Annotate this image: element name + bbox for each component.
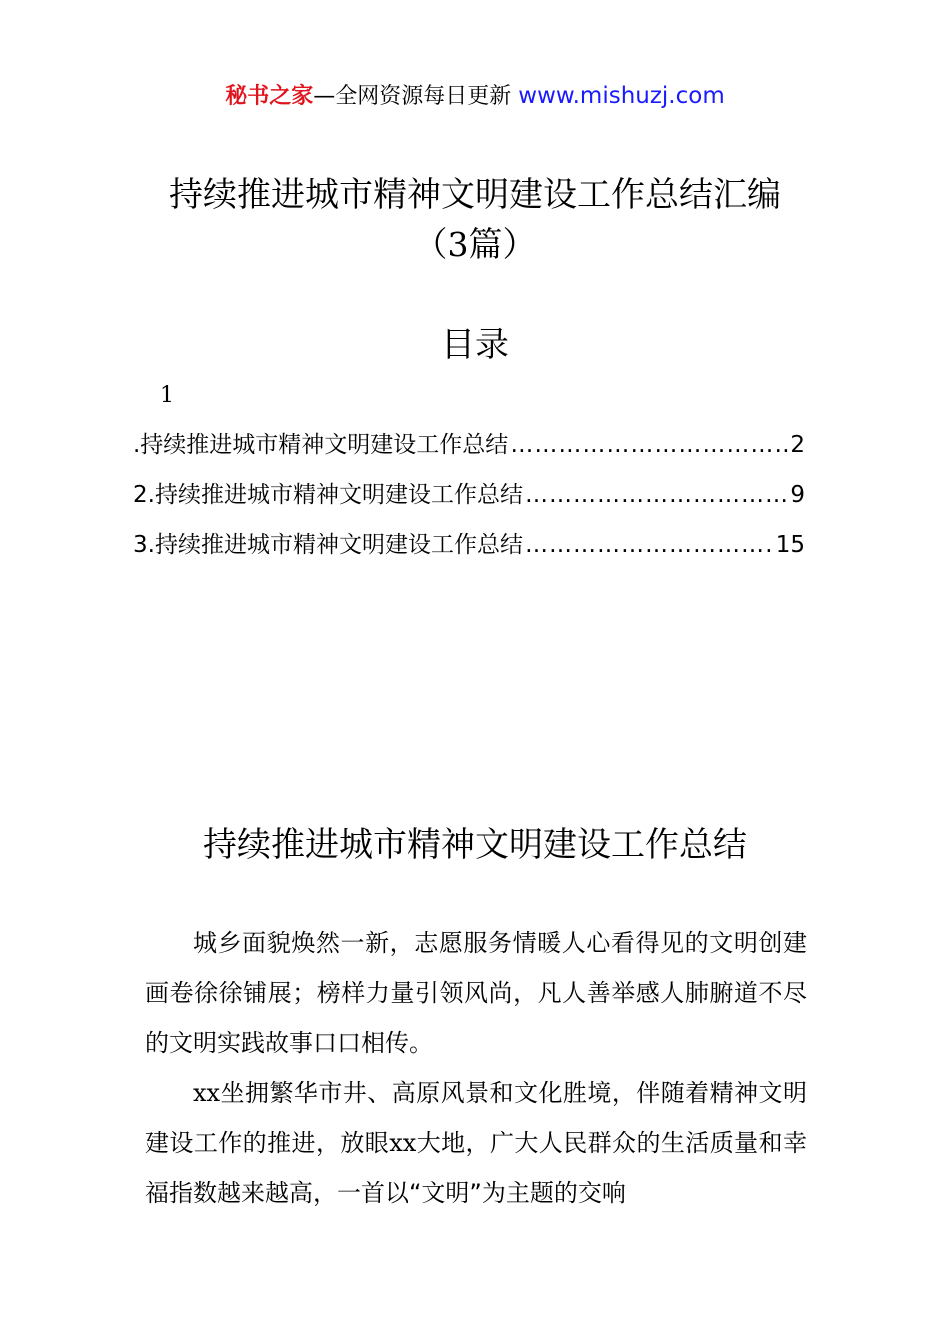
toc-entry-page: 9 — [790, 482, 805, 508]
toc-entry-number: 3. — [133, 532, 155, 558]
site-header — [0, 80, 950, 113]
article-body — [145, 918, 807, 1218]
paragraph-text: 坐拥繁华市井、高原风景和文化胜境，伴随着精神文明建设工作的推进，放眼 — [145, 1079, 807, 1157]
placeholder-xx: xx — [389, 1129, 417, 1157]
toc-entry-label: 持续推进城市精神文明建设工作总结 — [154, 482, 523, 508]
document-title-line2 — [0, 220, 950, 270]
toc-entry-label: 持续推进城市精神文明建设工作总结 — [154, 532, 523, 558]
toc-entry-number: 2. — [133, 482, 155, 508]
title-paren-open: （ — [413, 225, 448, 265]
placeholder-xx: xx — [193, 1079, 221, 1107]
title-count-suffix: 篇） — [468, 225, 537, 265]
toc-entry[interactable] — [133, 520, 805, 570]
toc-leader-dots — [523, 520, 774, 570]
toc-leader-dots — [508, 420, 788, 470]
article-count: 3 — [447, 225, 469, 264]
toc-orphan-number: 1 — [160, 383, 174, 408]
document-title-line1: 持续推进城市精神文明建设工作总结汇编 — [169, 175, 781, 215]
toc-leader-dots — [523, 470, 788, 520]
header-tagline: —全网资源每日更新 — [313, 84, 512, 109]
article-paragraph — [145, 1068, 807, 1218]
toc-entry-page: 15 — [775, 532, 805, 558]
toc-heading: 目录 — [441, 325, 509, 365]
toc-entry-page: 2 — [790, 432, 805, 458]
toc-entry[interactable] — [133, 470, 805, 520]
article-title: 持续推进城市精神文明建设工作总结 — [203, 825, 747, 865]
toc-entry[interactable] — [133, 420, 805, 470]
site-url-link[interactable]: www.mishuzj.com — [518, 83, 725, 109]
paragraph-text: 大地，广大人民群众的生活质量和幸福指数越来越高，一首以“文明”为主题的交响 — [145, 1129, 808, 1207]
document-title — [0, 170, 950, 270]
toc-entry-label: .持续推进城市精神文明建设工作总结 — [133, 432, 509, 458]
brand-name: 秘书之家 — [225, 84, 314, 109]
article-paragraph: 城乡面貌焕然一新，志愿服务情暖人心看得见的文明创建画卷徐徐铺展；榜样力量引领风尚，凡人善举感人肺腑道不尽的文明实践故事口口相传。 — [145, 929, 807, 1057]
table-of-contents — [133, 420, 805, 570]
